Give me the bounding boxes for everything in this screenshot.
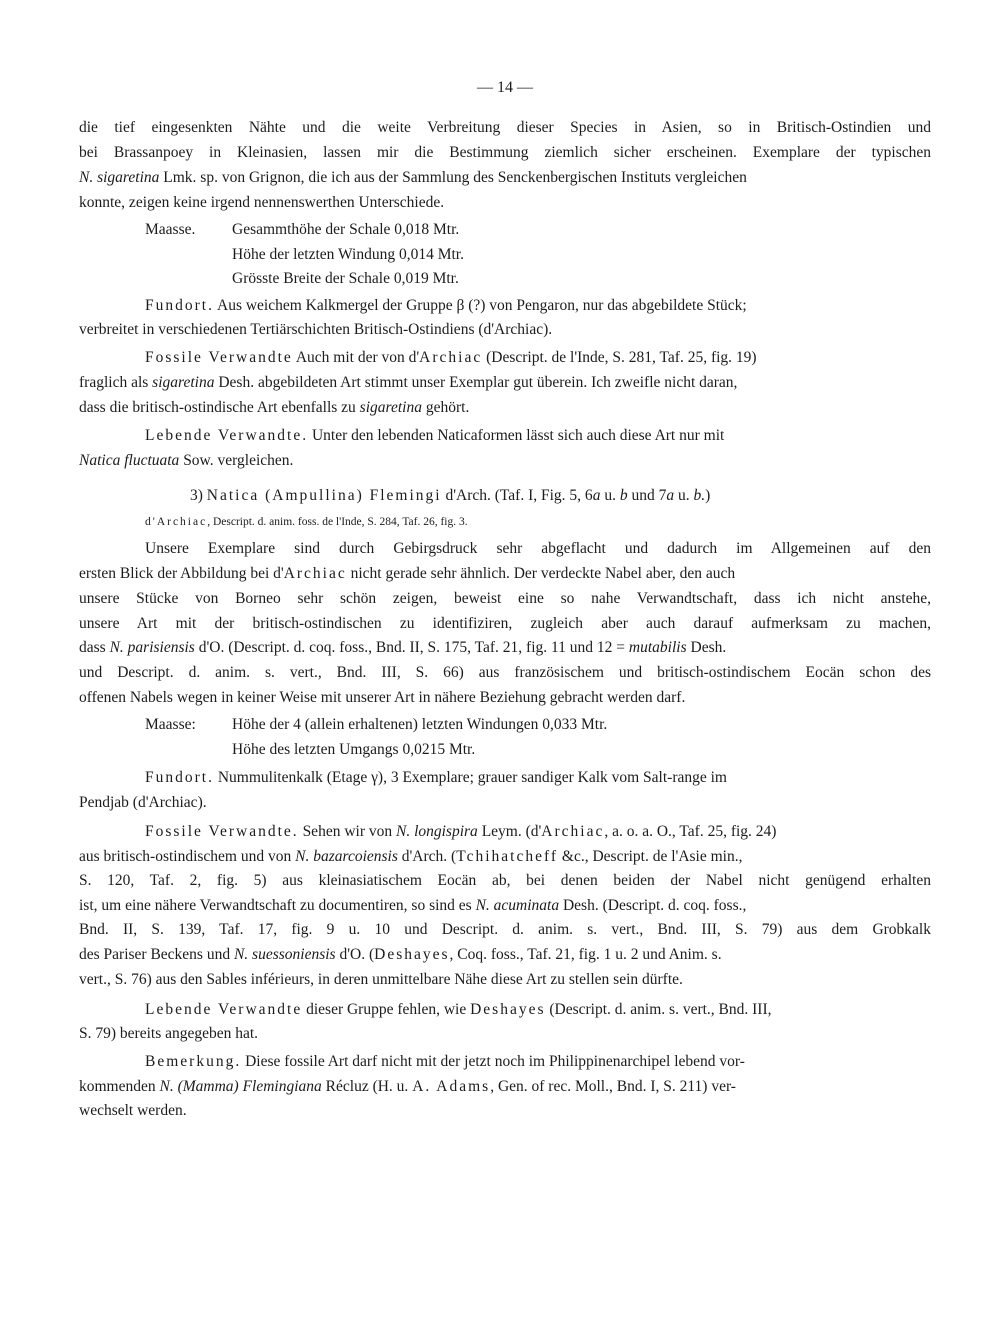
text-run: dass xyxy=(79,639,110,656)
lebende-line-1 xyxy=(145,998,931,1022)
fossile-line-2 xyxy=(79,845,931,869)
text-run: Aus weichem Kalkmergel der Gruppe β (?) von Pengaron, nur das abgebildete Stück; xyxy=(217,297,747,314)
text-run: dass die britisch-ostindische Art ebenfalls zu xyxy=(79,399,360,416)
species-title: Natica (Ampullina) Flemingi xyxy=(206,487,442,504)
text-run: Diese fossile Art darf nicht mit der jetzt noch im Philippinenarchipel lebend vor- xyxy=(241,1053,745,1070)
text-run: d'Arch. ( xyxy=(397,848,457,865)
fundort-line-2: verbreitet in verschiedenen Tertiärschichten Britisch-Ostindiens (d'Archiac). xyxy=(79,321,553,338)
text-run: ist, um eine nähere Verwandtschaft zu documentiren, so sind es xyxy=(79,897,476,914)
measurement-2: Höhe des letzten Umgangs 0,0215 Mtr. xyxy=(232,741,476,758)
fundort-label: Fundort. xyxy=(145,769,214,786)
author-name: Archiac xyxy=(283,565,347,582)
author-name: Deshayes xyxy=(470,1001,546,1018)
text-run: , Descript. d. anim. foss. de l'Inde, S. 284, Taf. 26, fig. 3. xyxy=(207,516,468,528)
measurement-1: Gesammthöhe der Schale 0,018 Mtr. xyxy=(232,221,460,238)
figure-letter: a xyxy=(592,487,601,504)
text-run: , Gen. of rec. Moll., Bnd. I, S. 211) ver- xyxy=(490,1078,736,1095)
fossile-label: Fossile Verwandte xyxy=(145,349,293,366)
text-run: Récluz (H. u. xyxy=(321,1078,413,1095)
text-run: Sow. vergleichen. xyxy=(179,452,294,469)
measurement-2: Höhe der letzten Windung 0,014 Mtr. xyxy=(232,246,464,263)
text-run: Desh. (Descript. d. coq. foss., xyxy=(559,897,747,914)
text-run: Lmk. sp. von Grignon, die ich aus der Sammlung des Senckenbergischen Instituts vergleichen xyxy=(159,169,747,186)
species-name: sigaretina xyxy=(359,399,422,416)
fossile-line-2 xyxy=(79,371,931,395)
text-run: d'O. ( xyxy=(335,946,375,963)
fundort-label: Fundort. xyxy=(145,297,214,314)
text-run: fraglich als xyxy=(79,374,153,391)
text-run: , Coq. foss., Taf. 21, fig. 1 u. 2 und Anim. s. xyxy=(449,946,722,963)
figure-letter: a xyxy=(666,487,675,504)
text-run: d'Arch. (Taf. I, Fig. 5, 6 xyxy=(441,487,593,504)
measurement-3: Grösste Breite der Schale 0,019 Mtr. xyxy=(232,270,459,287)
text-run: ersten Blick der Abbildung bei d' xyxy=(79,565,284,582)
fundort-line-1 xyxy=(145,766,931,790)
text-run: u. xyxy=(674,487,694,504)
bemerkung-line-2 xyxy=(79,1075,931,1099)
species-name: N. bazarcoiensis xyxy=(295,848,398,865)
text-run: (Descript. d. anim. s. vert., Bnd. III, xyxy=(545,1001,772,1018)
text-run: &c., Descript. de l'Asie min., xyxy=(558,848,743,865)
intro-line-4: konnte, zeigen keine irgend nennenswerthen Unterschiede. xyxy=(79,194,445,211)
intro-line-2: bei Brassanpoey in Kleinasien, lassen mir die Bestimmung ziemlich sicher erscheinen. Exemplare der typischen xyxy=(79,144,931,161)
main-line-1: Unsere Exemplare sind durch Gebirgsdruck sehr abgeflacht und dadurch im Allgemeinen auf den xyxy=(145,540,931,557)
intro-line-3 xyxy=(79,166,931,190)
species-name: N. acuminata xyxy=(475,897,560,914)
author-name: Deshayes xyxy=(374,946,450,963)
fossile-line-1 xyxy=(145,820,931,844)
text-run: , a. o. a. O., Taf. 25, fig. 24) xyxy=(604,823,777,840)
main-line-7: offenen Nabels wegen in keiner Weise mit unserer Art in nähere Beziehung gebracht werden darf. xyxy=(79,689,686,706)
fossile-line-4 xyxy=(79,894,931,918)
text-run: Leym. (d' xyxy=(477,823,542,840)
lebende-label: Lebende Verwandte. xyxy=(145,427,309,444)
author-name: d'Archiac xyxy=(145,516,208,528)
text-run: aus britisch-ostindischem und von xyxy=(79,848,296,865)
main-line-2 xyxy=(79,562,931,586)
bemerkung-line-3: wechselt werden. xyxy=(79,1102,187,1119)
bemerkung-line-1 xyxy=(145,1050,931,1074)
species-name: Natica fluctuata xyxy=(79,452,180,469)
text-run: ) xyxy=(705,487,711,504)
main-line-6: und Descript. d. anim. s. vert., Bnd. III, S. 66) aus französischem und britisch-ostindischem Eocän schon des xyxy=(79,664,931,681)
fossile-label: Fossile Verwandte. xyxy=(145,823,299,840)
species-name: N. (Mamma) Flemingiana xyxy=(159,1078,322,1095)
fossile-line-3: S. 120, Taf. 2, fig. 5) aus kleinasiatischem Eocän ab, bei denen beiden der Nabel nicht genügend erhalten xyxy=(79,872,931,889)
species-number: 3) xyxy=(190,487,207,504)
maasse-label: Maasse. xyxy=(145,221,196,238)
page-number: — 14 — xyxy=(477,79,533,96)
species-name: mutabilis xyxy=(628,639,687,656)
main-line-5 xyxy=(79,636,931,660)
fossile-line-1 xyxy=(145,346,931,370)
species-name: N. sigaretina xyxy=(79,169,160,186)
species-name: N. parisiensis xyxy=(109,639,195,656)
species-heading xyxy=(190,484,710,508)
fossile-line-5: Bnd. II, S. 139, Taf. 17, fig. 9 u. 10 und Descript. d. anim. s. vert., Bnd. III, S. 79) aus dem Grobkalk xyxy=(79,921,931,938)
author-name: Archiac xyxy=(541,823,605,840)
text-run: u. xyxy=(600,487,620,504)
measurement-1: Höhe der 4 (allein erhaltenen) letzten Windungen 0,033 Mtr. xyxy=(232,716,608,733)
reference-line xyxy=(145,510,468,534)
lebende-line-2: S. 79) bereits angegeben hat. xyxy=(79,1025,259,1042)
text-run: Nummulitenkalk (Etage γ), 3 Exemplare; grauer sandiger Kalk vom Salt-range im xyxy=(213,769,727,786)
fundort-line-2: Pendjab (d'Archiac). xyxy=(79,794,207,811)
text-run: nicht gerade sehr ähnlich. Der verdeckte Nabel aber, den auch xyxy=(346,565,736,582)
maasse-label: Maasse: xyxy=(145,716,196,733)
fossile-line-7: vert., S. 76) aus den Sables inférieurs, in deren unmittelbare Nähe diese Art zu stellen sein dürfte. xyxy=(79,971,683,988)
fundort-line-1 xyxy=(145,294,931,318)
text-run: Unter den lebenden Naticaformen lässt sich auch diese Art nur mit xyxy=(308,427,725,444)
text-run: kommenden xyxy=(79,1078,160,1095)
species-name: N. suessoniensis xyxy=(233,946,336,963)
fossile-line-6 xyxy=(79,943,931,967)
text-run: und 7 xyxy=(627,487,667,504)
species-name: sigaretina xyxy=(152,374,215,391)
main-line-4: unsere Art mit der britisch-ostindischen zu identifiziren, zugleich aber auch darauf aufmerksam zu machen, xyxy=(79,615,931,632)
text-run: Sehen wir von xyxy=(298,823,396,840)
text-run: d'O. (Descript. d. coq. foss., Bnd. II, S. 175, Taf. 21, fig. 11 und 12 = xyxy=(194,639,629,656)
text-run: Desh. xyxy=(686,639,727,656)
author-name: Tchihatcheff xyxy=(456,848,559,865)
bemerkung-label: Bemerkung. xyxy=(145,1053,242,1070)
text-run: Auch mit der von d' xyxy=(292,349,420,366)
text-run: dieser Gruppe fehlen, wie xyxy=(302,1001,471,1018)
text-run: (Descript. de l'Inde, S. 281, Taf. 25, fig. 19) xyxy=(482,349,757,366)
lebende-line-2 xyxy=(79,449,931,473)
text-run: des Pariser Beckens und xyxy=(79,946,234,963)
intro-line-1: die tief eingesenkten Nähte und die weite Verbreitung dieser Species in Asien, so in Britisch-Ostindien und xyxy=(79,119,931,136)
lebende-line-1 xyxy=(145,424,931,448)
text-run: gehört. xyxy=(421,399,470,416)
text-run: Desh. abgebildeten Art stimmt unser Exemplar gut überein. Ich zweifle nicht daran, xyxy=(214,374,738,391)
main-line-3: unsere Stücke von Borneo sehr schön zeigen, beweist eine so nahe Verwandtschaft, dass ich nicht anstehe, xyxy=(79,590,931,607)
species-name: N. longispira xyxy=(395,823,478,840)
author-name: A. Adams xyxy=(412,1078,491,1095)
fossile-line-3 xyxy=(79,396,931,420)
author-name: Archiac xyxy=(419,349,483,366)
lebende-label: Lebende Verwandte xyxy=(145,1001,303,1018)
figure-letter: b xyxy=(619,487,628,504)
figure-letter: b. xyxy=(693,487,706,504)
